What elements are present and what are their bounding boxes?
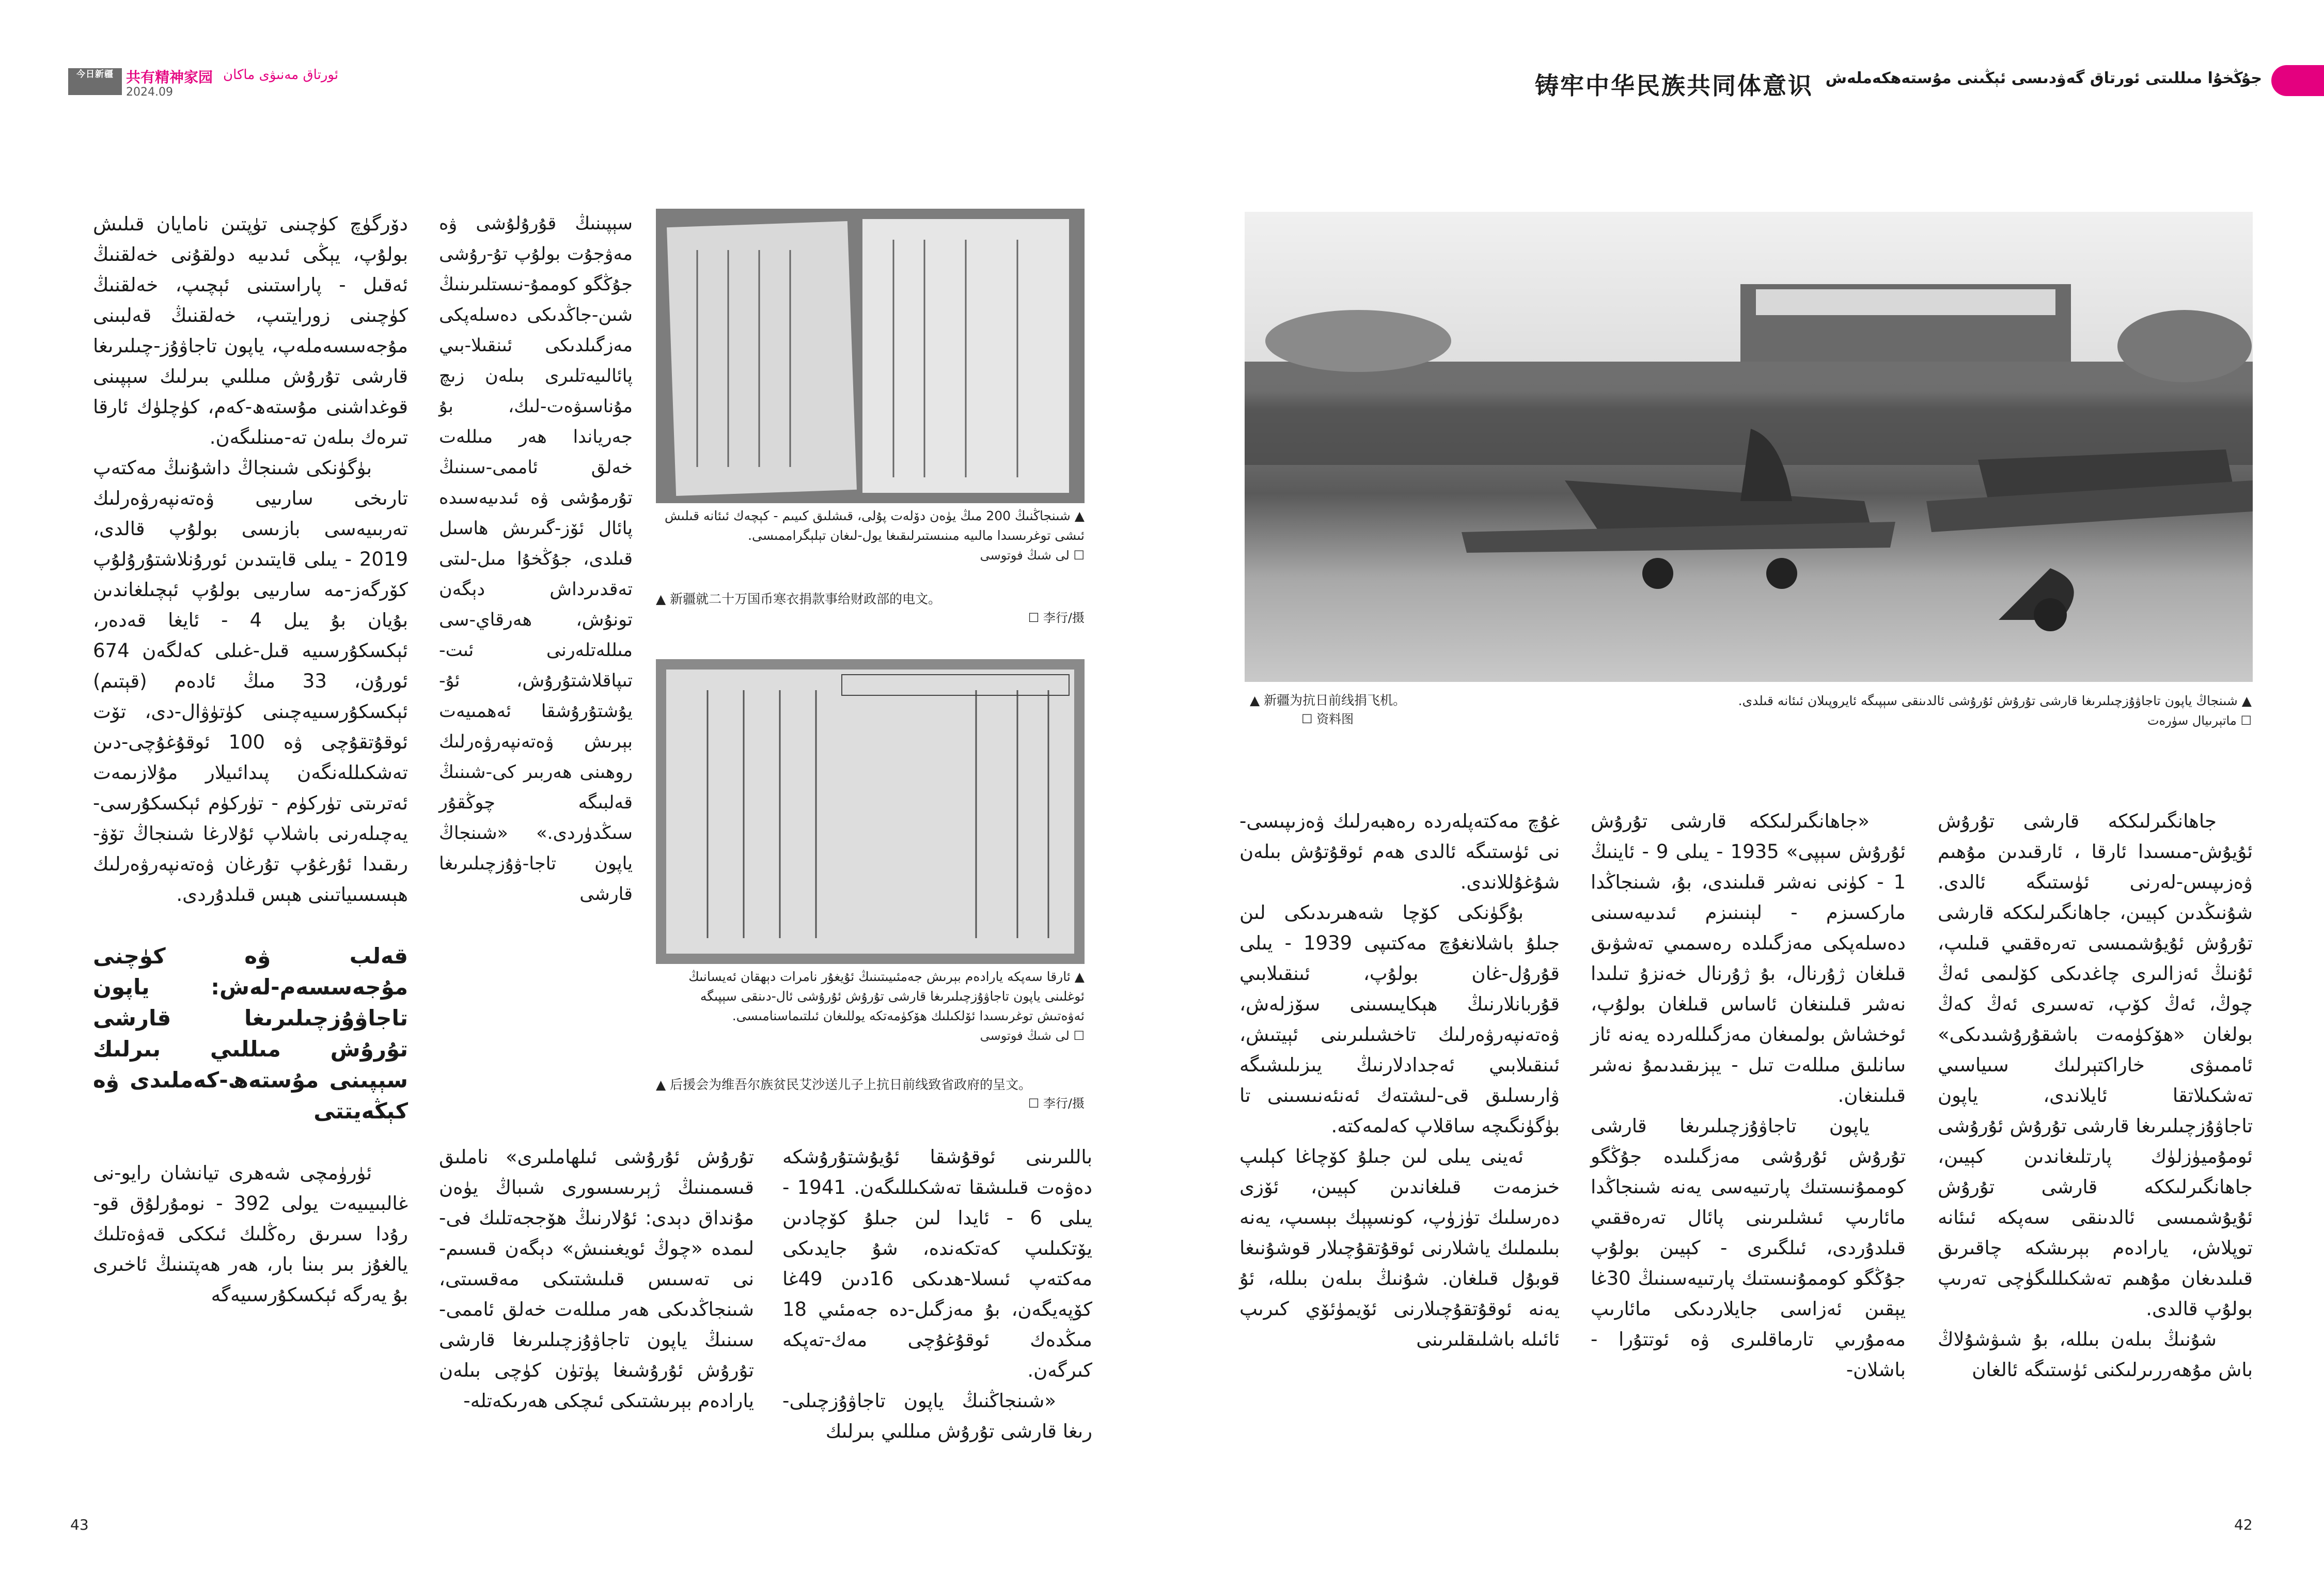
column-name-cn: 共有精神家园 [126, 69, 213, 86]
main-photo-airplanes [1245, 212, 2253, 682]
telegram-credit-cn: ☐ 李行/摄 [1028, 611, 1085, 625]
telegram-caption-cn: ▲ 新疆就二十万国币寒衣捐款事给财政部的电文。 ☐ 李行/摄 [656, 590, 1085, 627]
telegram-photo [656, 209, 1085, 503]
petition-credit-cn: ☐ 李行/摄 [1028, 1096, 1085, 1111]
main-photo-credit-ug: ☐ ماتېرىيال سۈرەت [2147, 713, 2252, 728]
header-left [68, 66, 357, 107]
petition-credit-ug: ☐ لى شىڭ فوتوسى [980, 1029, 1085, 1043]
header-right [1524, 64, 2262, 100]
photo-illustration [656, 209, 1085, 503]
main-photo-caption-cn: ▲ 新疆为抗日前线捐飞机。 ☐ 资料图 [1250, 691, 1611, 728]
petition-photo [656, 659, 1085, 964]
issue-number: 2024.09 [126, 86, 173, 99]
photo-illustration [656, 659, 1085, 964]
left-column-far: دۆرگۈچ كۈچىنى تۈپتىن نامايان قىلىش بولۇپ، يېڭى ئىدىيە دولقۇنى خەلقنىڭ ئەقىل - پاراستىنى ئېچىپ، خەلقنىڭ كۈچىنى زورايتىپ، خەلقنىڭ قەلبىنى مۇجەسسەملەپ، ياپون تاجاۋۇز-چىلىرىغا قارشى تۇرۇش مىللىي بىرلىك سېپىنى قوغداشنى مۇستەھ-كەم، كۈچلۈك ئارقا تىرەك بىلەن تە-مىنلىگەن. بۈگۈنكى شىنجاڭ داشۇنىڭ مەكتەپ تارىخى سارىيى ۋەتەنپەرۋەرلىك تەربىيەسى بازىسى بولۇپ قالدى، 2019 - يىلى قايتىدىن ئورۇنلاشتۇرۇلۇپ كۆرگەز-مە سارىيى بولۇپ ئېچىلغاندىن بۇيان بۇ يىل 4 - ئايغا قەدەر، ئېكسكۇرسىيە قىل-غىلى كەلگەن 674 ئورۇن، 33 مىڭ ئادەم (قېتىم) ئېكسكۇرسىيەچىنى كۈتۈۋال-دى، تۆت ئوقۇتقۇچى ۋە 100 ئوقۇغۇچى-دىن تەشكىللەنگەن پىدائىيلار مۇلازىمەت ئەترىتى تۈركۈم - تۈركۈم ئېكسكۇرسى-يەچىلەرنى باشلاپ ئۇلارغا شىنجاڭ تۆۋ-رىقىدا ئۇرغۇپ تۇرغان ۋەتەنپەرۋەرلىك ھېسسىياتىنى ھېس قىلدۇردى. قەلب ۋە كۈچنى مۇجەسسەم-لەش: ياپون تاجاۋۇزچىلىرىغا قارشى تۇرۇش مىللىي بىرلىك سېپىنى مۇستەھ-كەملىدى ۋە كېڭەيتتى ئۈرۈمچى شەھرى تيانشان رايو-نى غالبىيىيەت يولى 392 - نومۇرلۇق قو-رۇدا سىرىق رەڭلىك ئىككى قەۋەتلىك يالغۇز بىر بىنا بار، ھەر ھەپتىنىڭ ئاخىرى بۇ يەرگە ئېكسكۇرسىيەگە [93, 213, 408, 1306]
header-title-ug: جۇڭخۇا مىللىتى ئورتاق گەۋدىسى ئېڭىنى مۇستەھكەملەش [1825, 69, 2262, 87]
right-column-3: غۇچ مەكتەپلەردە رەھبەرلىك ۋەزىپىسى-نى ئۈستىگە ئالدى ھەم ئوقۇتۇش بىلەن شۇغۇللاندى. بۇگۈنكى كۆچا شەھىرىدىكى لىن جىلۇ باشلانغۇچ مەكتىپى 1939 - يىلى قۇرۇل-غان بولۇپ، ئىنقىلابىي قۇربانلارنىڭ ھېكايىسىنى سۆزلەش، ۋەتەنپەرۋەرلىك تاخشىلىرىنى ئېيتىش، ئىنقىلابىي ئەجدادلارنىڭ يىزىلىشىگە ۋارىسلىق قى-لىشتەك ئەنئەنىسىنى تا بۈگۈنگىچە ساقلاپ كەلمەكتە. ئەينى يىلى لىن جىلۇ كۆچاغا كېلىپ خىزمەت قىلغاندىن كېيىن، ئۆزى دەرسلىك تۈزۈپ، كونسپېك بېسىپ، يەنە بىلىملىك ياشلارنى ئوقۇتقۇچىلار قوشۇنىغا قوبۇل قىلغان. شۇنىڭ بىلەن بىللە، ئۇ يەنە ئوقۇتقۇچىلارنى ئۆيمۈئۆي كىرىپ ئائىلە باشلىقلىرىنى [1239, 810, 1560, 1350]
page-number-right: 42 [2234, 1516, 2253, 1533]
section-tab [2271, 65, 2324, 96]
left-column-photo-right-lower: باللىرىنى ئوقۇشقا ئۇيۇشتۇرۇشكە دەۋەت قىلىشقا تەشكىللىگەن. 1941 - يىلى 6 - ئايدا لىن جىلۇ كۆچادىن يۆتكىلىپ كەتكەندە، شۇ جايدىكى مەكتەپ ئىسلا-ھدىكى 16دىن 49غا كۆپەيگەن، بۇ مەزگىل-دە جەمئىي 18 مىڭدەك ئوقۇغۇچى مەك-تەپكە كىرگەن. «شىنجاڭنىڭ ياپون تاجاۋۇزچىلى-رىغا قارشى تۇرۇش مىللىي بىرلىك [782, 1146, 1093, 1442]
telegram-caption-ug: ▲ شىنجاڭنىڭ 200 مىڭ يۈەن دۆلەت پۇلى، قىشلىق كىيىم - كېچەك ئىئانە قىلىش ئىشى توغرىسىدا مالىيە مىنىستىرلىقىغا يول-لىغان تېلېگراممىسى. ☐ لى شىڭ فوتوسى [656, 506, 1085, 565]
left-column-center-lower: تۇرۇش ئۇرۇشى ئىلھاملىرى» ناملىق قىسمىنىڭ ژېرىسسورى شىباڭ يۈەن مۇنداق دېدى: ئۇلارنىڭ ھۆججەتلىك فى-لىمدە «چوڭ ئويغىنىش» دېگەن قىسىم-نى تەسىس قىلىشتىكى مەقسىتى، شىنجاڭدىكى ھەر مىللەت خەلق ئاممى-سىنىڭ ياپون تاجاۋۇزچىلىرىغا قارشى تۇرۇش ئۇرۇشىغا پۈتۈن كۈچى بىلەن يارادەم بېرىشتىكى ئىچكى ھەرىكەتلە- [439, 1146, 754, 1412]
left-column-center: سېپىنىڭ قۇرۇلۇشى ۋە مەۋجۇت بولۇپ تۇ-رۇشى جۇڭگو كوممۇ-نىستلىرىنىڭ شىن-جاڭدىكى دەسلەپكى مەزگىلدىكى ئىنقىلا-بىي پائالىيەتلىرى بىلەن زىچ مۇناسىۋەت-لىك، بۇ جەرياندا ھەر مىللەت خەلق ئاممى-سىنىڭ تۇرمۇشى ۋە ئىدىيەسىدە پائال ئۆز-گىرىش ھاسىل قىلدى، جۇڭخۇا مىل-لىتى تەقدىرداش دېگەن تونۇش، ھەرقاي-سى مىللەتلەرنى ئىت-تىپاقلاشتۇرۇش، ئۇ-يۇشتۇرۇشقا ئەھمىيەت بېرىش ۋەتەنپەرۋەرلىك روھىنى ھەربىر كى-شىنىڭ قەلبىگە چوڭقۇر سىڭدۈردى.» «شىنجاڭ ياپون تاجا-ۋۇزچىلىرىغا قارشى [439, 213, 633, 905]
page-number-left: 43 [70, 1516, 89, 1533]
main-photo-caption-ug: ▲ شىنجاڭ ياپون تاجاۋۇزچىلىرىغا قارشى تۇرۇش ئۇرۇشى ئالدىنقى سېپىگە ئايروپىلان ئىئانە قىلدى. ☐ ماتېرىيال سۈرەت [1591, 691, 2252, 730]
telegram-credit-ug: ☐ لى شىڭ فوتوسى [980, 548, 1085, 563]
section-heading: قەلب ۋە كۈچنى مۇجەسسەم-لەش: ياپون تاجاۋۇزچىلىرىغا قارشى تۇرۇش مىللىي بىرلىك سېپىنى مۇستەھ-كەملىدى ۋە كېڭەيتتى [93, 943, 408, 1124]
magazine-logo: 今日新疆 [68, 68, 122, 95]
column-name-ug: ئورتاق مەنىۋى ماكان [223, 67, 339, 83]
main-photo-credit-cn: ☐ 资料图 [1301, 712, 1354, 726]
petition-caption-cn: ▲ 后援会为维吾尔族贫民艾沙送儿子上抗日前线致省政府的呈文。 ☐ 李行/摄 [656, 1076, 1085, 1113]
petition-caption-ug: ▲ ئارقا سەپكە يارادەم بېرىش جەمئىيىتىنىڭ ئۇيغۇر نامرات دېھقان ئەيسانىڭ ئوغلىنى ياپون تاجاۋۇزچىلىرىغا قارشى تۇرۇش ئۇرۇشى ئال-دىنقى سېپىگە ئەۋەتىش توغرىسىدا ئۆلكىلىك ھۆكۈمەتكە يوللىغان ئىلتىماسنامىسى. ☐ لى شىڭ فوتوسى [656, 967, 1085, 1046]
photo-illustration [1245, 212, 2253, 682]
header-title-cn: 铸牢中华民族共同体意识 [1535, 72, 1813, 100]
right-column-2: «جاھانگىرلىككە قارشى تۇرۇش ئۇرۇش سېپى» 1935 - يىلى 9 - ئاينىڭ 1 - كۈنى نەشر قىلىندى، بۇ، شىنجاڭدا ماركسىزم - لېنىنىزم ئىدىيەسىنى دەسلەپكى مەزگىلدە رەسمىي تەشۋىق قىلغان ژۇرنال، بۇ ژۇرنال خەنزۇ تىلىدا نەشر قىلىنغان ئاساس قىلغان بولۇپ، ئوخشاش بولمىغان مەزگىللەردە يەنە ئاز سانلىق مىللەت تىل - يېزىقىدىمۇ نەشر قىلىنغان. ياپون تاجاۋۇزچىلىرىغا قارشى تۇرۇش ئۇرۇشى مەزگىلىدە جۇڭگو كوممۇنىستىك پارتىيەسى يەنە شىنجاڭدا مائارىپ ئىشلىرىنى پائال تەرەققىي قىلدۇردى، ئىلگىرى - كېيىن بولۇپ جۇڭگو كوممۇنىستىك پارتىيەسىنىڭ 30غا يېقىن ئەزاسى جايلاردىكى مائارىپ مەمۇرىي تارماقلىرى ۋە ئوتتۇرا - باشلان- [1591, 810, 1906, 1381]
right-column-1: جاھانگىرلىككە قارشى تۇرۇش ئۇيۇش-مىسىدا ئارقا ، ئارقىدىن مۇھىم ۋەزىپىس-لەرنى ئۈستىگە ئالدى. شۇنىڭدىن كېيىن، جاھانگىرلىككە قارشى تۇرۇش ئۇيۇشمىسى تەرەققىي قىلىپ، ئۇنىڭ ئەزالىرى چاغدىكى كۆلىمى ئەڭ چوڭ، ئەڭ كۆپ، تەسىرى ئەڭ كەڭ بولغان «ھۆكۈمەت باشقۇرۇشىدىكى» ئاممىۋى خاراكتېرلىك سىياسىي تەشكىلاتقا ئايلاندى، ياپون تاجاۋۇزچىلىرىغا قارشى تۇرۇش ئۇرۇشى ئومۇميۈزلۈك پارتلىغاندىن كېيىن، جاھانگىرلىككە قارشى تۇرۇش ئۇيۇشمىسى ئالدىنقى سەپكە ئىئانە توپلاش، يارادەم بېرىشكە چاقىرىق قىلىدىغان مۇھىم تەشكىللىگۈچى تەرىپ بولۇپ قالدى. شۇنىڭ بىلەن بىللە، بۇ شىۋشۇلاڭ باش مۇھەررىرلىكنى ئۈستىگە ئالغان [1938, 810, 2253, 1381]
